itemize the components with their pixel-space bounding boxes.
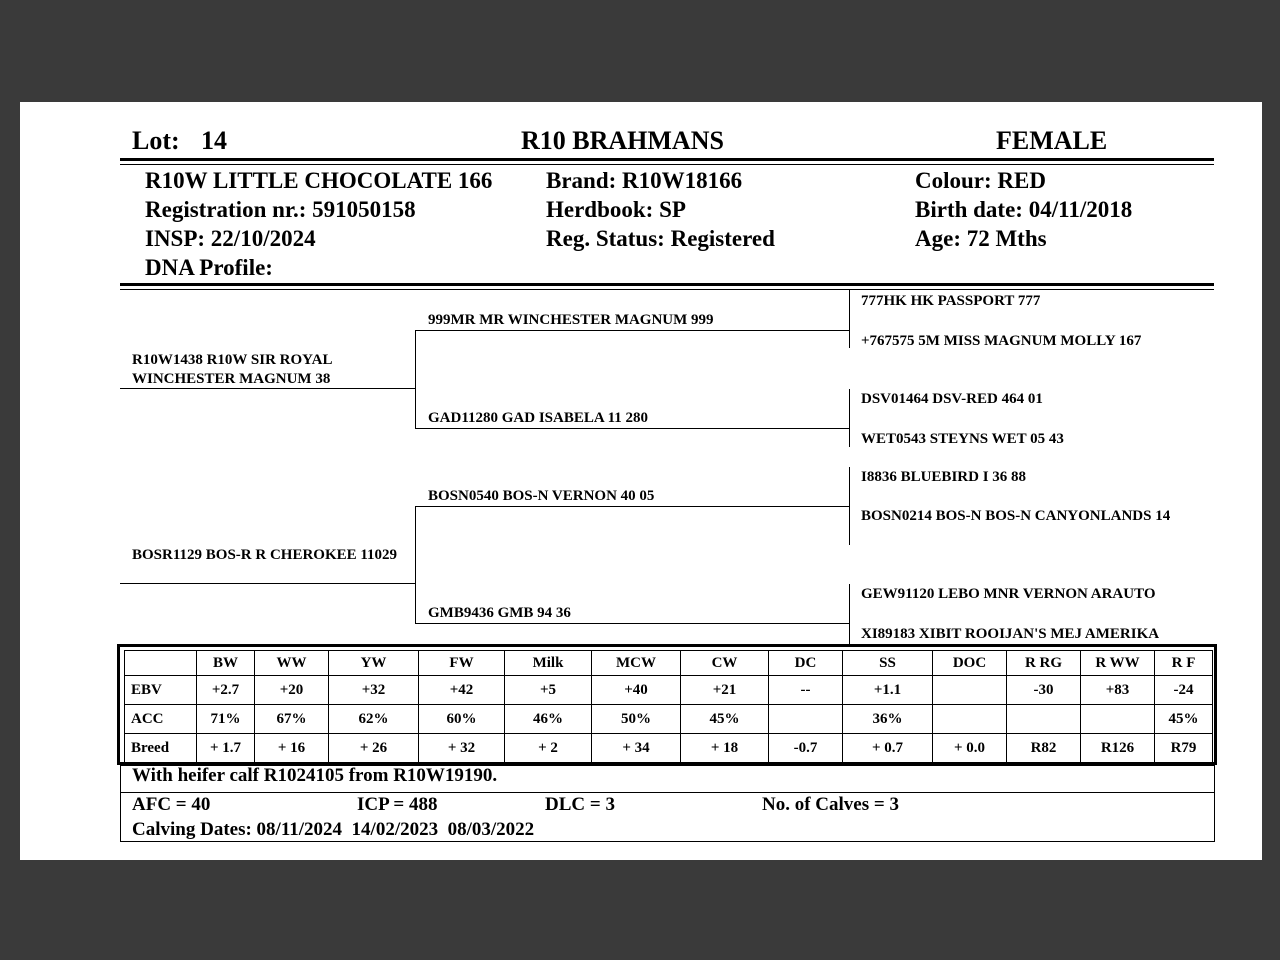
traits-cell: 60% <box>419 705 505 734</box>
traits-header-cell: R RG <box>1007 651 1081 676</box>
traits-cell: +21 <box>681 676 769 705</box>
sex-label: FEMALE <box>996 126 1108 155</box>
traits-header-cell: SS <box>843 651 933 676</box>
info-rule-thick <box>120 283 1214 286</box>
lot-number: 14 <box>201 126 227 155</box>
traits-cell: + 26 <box>329 734 419 763</box>
pedigree-dam: BOSR1129 BOS-R R CHEROKEE 11029 <box>132 547 398 563</box>
traits-cell: +32 <box>329 676 419 705</box>
pedigree-line <box>415 330 849 331</box>
traits-cell: + 32 <box>419 734 505 763</box>
traits-cell: R79 <box>1155 734 1213 763</box>
traits-cell: 45% <box>1155 705 1213 734</box>
traits-cell: +42 <box>419 676 505 705</box>
afc-value: AFC = 40 <box>132 794 211 815</box>
traits-cell: +1.1 <box>843 676 933 705</box>
traits-cell: -0.7 <box>769 734 843 763</box>
traits-cell: 62% <box>329 705 419 734</box>
traits-cell: + 16 <box>255 734 329 763</box>
pedigree-ggp-4: WET0543 STEYNS WET 05 43 <box>861 431 1064 447</box>
traits-header-cell: WW <box>255 651 329 676</box>
traits-cell: +2.7 <box>197 676 255 705</box>
traits-cell: + 1.7 <box>197 734 255 763</box>
traits-cell <box>933 676 1007 705</box>
traits-header-cell: FW <box>419 651 505 676</box>
breeder-name: R10 BRAHMANS <box>521 126 724 155</box>
info-rule-thin <box>120 289 1214 290</box>
pedigree-sire-dam: GAD11280 GAD ISABELA 11 280 <box>428 410 649 426</box>
traits-row-ebv <box>125 676 1213 705</box>
pedigree-ggp-8: XI89183 XIBIT ROOIJAN'S MEJ AMERIKA <box>861 626 1160 642</box>
dna-profile: DNA Profile: <box>145 255 273 280</box>
traits-cell <box>1007 705 1081 734</box>
traits-cell: + 18 <box>681 734 769 763</box>
birth-date: Birth date: 04/11/2018 <box>915 197 1133 222</box>
traits-header-cell: CW <box>681 651 769 676</box>
traits-header-cell: YW <box>329 651 419 676</box>
traits-header-cell <box>125 651 197 676</box>
traits-header-cell: BW <box>197 651 255 676</box>
traits-cell: + 0.7 <box>843 734 933 763</box>
pedigree-line <box>849 584 850 646</box>
traits-cell: 71% <box>197 705 255 734</box>
pedigree-ggp-5: I8836 BLUEBIRD I 36 88 <box>861 469 1027 485</box>
registration-number: Registration nr.: 591050158 <box>145 197 416 222</box>
pedigree-line <box>849 467 850 545</box>
traits-cell <box>933 705 1007 734</box>
traits-cell: +5 <box>505 676 592 705</box>
lot-label: Lot: <box>132 126 180 155</box>
traits-cell: 45% <box>681 705 769 734</box>
age: Age: 72 Mths <box>915 226 1047 251</box>
traits-cell <box>769 705 843 734</box>
pedigree-line <box>415 623 849 624</box>
traits-cell: +40 <box>592 676 681 705</box>
traits-cell: ACC <box>125 705 197 734</box>
traits-cell <box>1081 705 1155 734</box>
traits-row-breed <box>125 734 1213 763</box>
pedigree-line <box>415 330 416 428</box>
traits-row-acc <box>125 705 1213 734</box>
calf-note: With heifer calf R1024105 from R10W19190. <box>132 765 498 786</box>
brand: Brand: R10W18166 <box>546 168 743 193</box>
calving-dates: Calving Dates: 08/11/2024 14/02/2023 08/03/2022 <box>132 819 535 840</box>
traits-header-cell: MCW <box>592 651 681 676</box>
pedigree-line <box>415 506 416 624</box>
herdbook: Herdbook: SP <box>546 197 686 222</box>
calves-count: No. of Calves = 3 <box>762 794 899 815</box>
pedigree-ggp-1: 777HK HK PASSPORT 777 <box>861 293 1041 309</box>
header-rule-thick <box>120 158 1214 161</box>
colour: Colour: RED <box>915 168 1046 193</box>
pedigree-line <box>415 506 849 507</box>
notes-divider <box>120 792 1215 793</box>
pedigree-ggp-3: DSV01464 DSV-RED 464 01 <box>861 391 1043 407</box>
traits-cell: EBV <box>125 676 197 705</box>
traits-cell: Breed <box>125 734 197 763</box>
pedigree-line <box>849 389 850 447</box>
pedigree-sire: R10W1438 R10W SIR ROYAL WINCHESTER MAGNUM 38 <box>132 352 332 387</box>
traits-cell: 36% <box>843 705 933 734</box>
traits-cell: +20 <box>255 676 329 705</box>
traits-header-row <box>125 651 1213 676</box>
dlc-value: DLC = 3 <box>545 794 615 815</box>
insp-date: INSP: 22/10/2024 <box>145 226 316 251</box>
traits-cell: -- <box>769 676 843 705</box>
pedigree-line <box>120 388 416 389</box>
traits-header-cell: Milk <box>505 651 592 676</box>
traits-header-cell: R WW <box>1081 651 1155 676</box>
traits-cell: +83 <box>1081 676 1155 705</box>
traits-cell: R126 <box>1081 734 1155 763</box>
header-rule-thin <box>120 164 1214 165</box>
traits-cell: -30 <box>1007 676 1081 705</box>
traits-cell: -24 <box>1155 676 1213 705</box>
traits-header-cell: DC <box>769 651 843 676</box>
pedigree-ggp-6: BOSN0214 BOS-N BOS-N CANYONLANDS 14 <box>861 508 1171 524</box>
icp-value: ICP = 488 <box>357 794 438 815</box>
traits-header-cell: DOC <box>933 651 1007 676</box>
pedigree-dam-dam: GMB9436 GMB 94 36 <box>428 605 571 621</box>
traits-table <box>124 650 1213 763</box>
traits-cell: + 2 <box>505 734 592 763</box>
traits-cell: 46% <box>505 705 592 734</box>
traits-cell: R82 <box>1007 734 1081 763</box>
traits-cell: 50% <box>592 705 681 734</box>
pedigree-ggp-7: GEW91120 LEBO MNR VERNON ARAUTO <box>861 586 1156 602</box>
traits-header-cell: R F <box>1155 651 1213 676</box>
pedigree-sire-sire: 999MR MR WINCHESTER MAGNUM 999 <box>428 312 714 328</box>
pedigree-dam-sire: BOSN0540 BOS-N VERNON 40 05 <box>428 488 655 504</box>
traits-cell: 67% <box>255 705 329 734</box>
pedigree-line <box>415 428 849 429</box>
pedigree-line <box>120 583 416 584</box>
pedigree-ggp-2: +767575 5M MISS MAGNUM MOLLY 167 <box>861 333 1142 349</box>
traits-cell: + 34 <box>592 734 681 763</box>
pedigree-line <box>849 290 850 348</box>
traits-cell: + 0.0 <box>933 734 1007 763</box>
registration-status: Reg. Status: Registered <box>546 226 775 251</box>
animal-name: R10W LITTLE CHOCOLATE 166 <box>145 168 493 193</box>
